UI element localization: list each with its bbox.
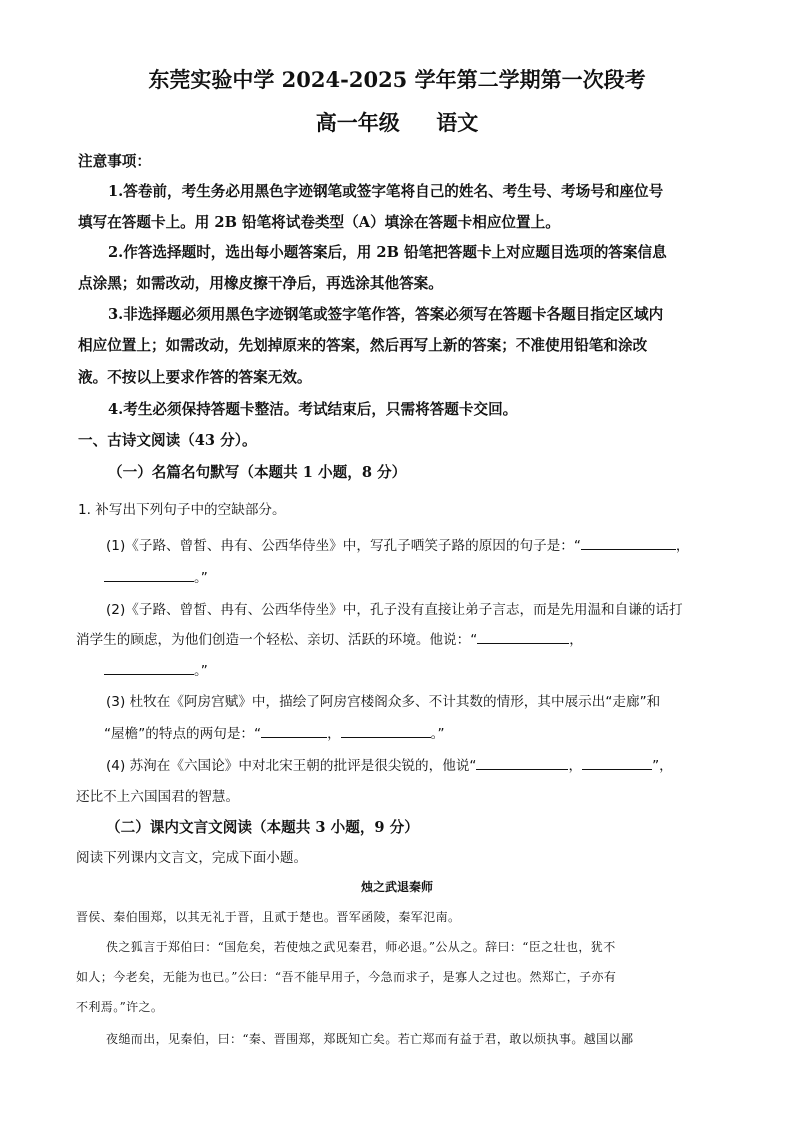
question-1-1 <box>106 534 689 554</box>
exam-subtitle: 高一年级 语文 <box>315 110 479 135</box>
part2-instruction: 阅读下列课内文言文，完成下面小题。 <box>76 850 308 866</box>
question-text: (4) 苏洵在《六国论》中对北宋王朝的批评是很尖锐的，他说“ <box>106 758 477 774</box>
question-1-4-cont: 还比不上六国国君的智慧。 <box>76 789 240 805</box>
answer-blank[interactable] <box>476 755 568 770</box>
question-text: 消学生的顾虑，为他们创造一个轻松、亲切、活跃的环境。他说：“ <box>76 632 478 648</box>
question-text: “屋檐”的特点的两句是：“ <box>104 726 262 742</box>
notice-line: 填写在答题卡上。用 2B 铅笔将试卷类型（A）填涂在答题卡相应位置上。 <box>78 214 560 231</box>
question-1-3-cont <box>104 722 445 742</box>
answer-blank[interactable] <box>104 660 194 675</box>
question-text: 。” <box>194 570 208 586</box>
question-1-4 <box>106 754 673 774</box>
part2-heading: （二）课内文言文阅读（本题共 3 小题，9 分） <box>106 819 419 836</box>
answer-blank[interactable] <box>582 755 652 770</box>
question-text: 。” <box>430 726 445 742</box>
passage-title: 烛之武退秦师 <box>360 880 433 894</box>
answer-blank[interactable] <box>581 535 676 550</box>
notice-line: 3.非选择题必须用黑色字迹钢笔或签字笔作答，答案必须写在答题卡各题目指定区域内 <box>108 306 664 323</box>
notice-line: 1.答卷前，考生务必用黑色字迹钢笔或签字笔将自己的姓名、考生号、考场号和座位号 <box>108 183 664 200</box>
comma: ， <box>568 758 583 774</box>
question-text: 。” <box>194 663 208 679</box>
exam-title: 东莞实验中学 2024-2025 学年第二学期第一次段考 <box>148 67 646 92</box>
passage-line: 晋侯、秦伯围郑，以其无礼于晋，且贰于楚也。晋军函陵，秦军氾南。 <box>76 910 461 924</box>
comma: ， <box>675 538 690 554</box>
question-1-stem: 1. 补写出下列句子中的空缺部分。 <box>78 502 286 518</box>
passage-line: 佚之狐言于郑伯曰：“国危矣，若使烛之武见秦君，师必退。”公从之。辞曰：“臣之壮也，犹不 <box>106 940 616 954</box>
answer-blank[interactable] <box>261 723 327 738</box>
notice-line: 点涂黑；如需改动，用橡皮擦干净后，再选涂其他答案。 <box>78 275 443 292</box>
comma: ， <box>569 632 583 648</box>
section-heading: 一、古诗文阅读（43 分）。 <box>78 432 257 449</box>
part1-heading: （一）名篇名句默写（本题共 1 小题，8 分） <box>108 464 407 481</box>
passage-line: 夜缒而出，见秦伯，曰：“秦、晋围郑，郑既知亡矣。若亡郑而有益于君，敢以烦执事。越国以鄙 <box>106 1032 634 1046</box>
question-text: (1)《子路、曾皙、冉有、公西华侍坐》中，写孔子哂笑子路的原因的句子是：“ <box>106 538 581 554</box>
question-1-3: (3) 杜牧在《阿房宫赋》中，描绘了阿房宫楼阁众多、不计其数的情形，其中展示出“走廊”和 <box>106 694 661 710</box>
answer-blank[interactable] <box>477 629 569 644</box>
notice-heading: 注意事项： <box>78 153 151 170</box>
question-1-2-cont2 <box>104 659 208 679</box>
question-text: ”， <box>652 758 673 774</box>
notice-line: 2.作答选择题时，选出每小题答案后，用 2B 铅笔把答题卡上对应题目选项的答案信息 <box>108 244 667 261</box>
question-1-1-cont <box>104 566 208 586</box>
notice-line: 相应位置上；如需改动，先划掉原来的答案，然后再写上新的答案；不准使用铅笔和涂改 <box>78 337 648 354</box>
passage-line: 不利焉。”许之。 <box>76 1000 164 1014</box>
answer-blank[interactable] <box>104 567 194 582</box>
comma: ， <box>327 726 341 742</box>
question-1-2-cont <box>76 628 583 648</box>
question-1-2: (2)《子路、曾皙、冉有、公西华侍坐》中，孔子没有直接让弟子言志，而是先用温和自谦的话打 <box>106 602 683 618</box>
notice-line: 4.考生必须保持答题卡整洁。考试结束后，只需将答题卡交回。 <box>108 401 518 418</box>
answer-blank[interactable] <box>341 723 431 738</box>
notice-line: 液。不按以上要求作答的答案无效。 <box>78 369 312 386</box>
passage-line: 如人；今老矣，无能为也已。”公曰：“吾不能早用子，今急而求子，是寡人之过也。然郑亡，子亦有 <box>76 970 617 984</box>
